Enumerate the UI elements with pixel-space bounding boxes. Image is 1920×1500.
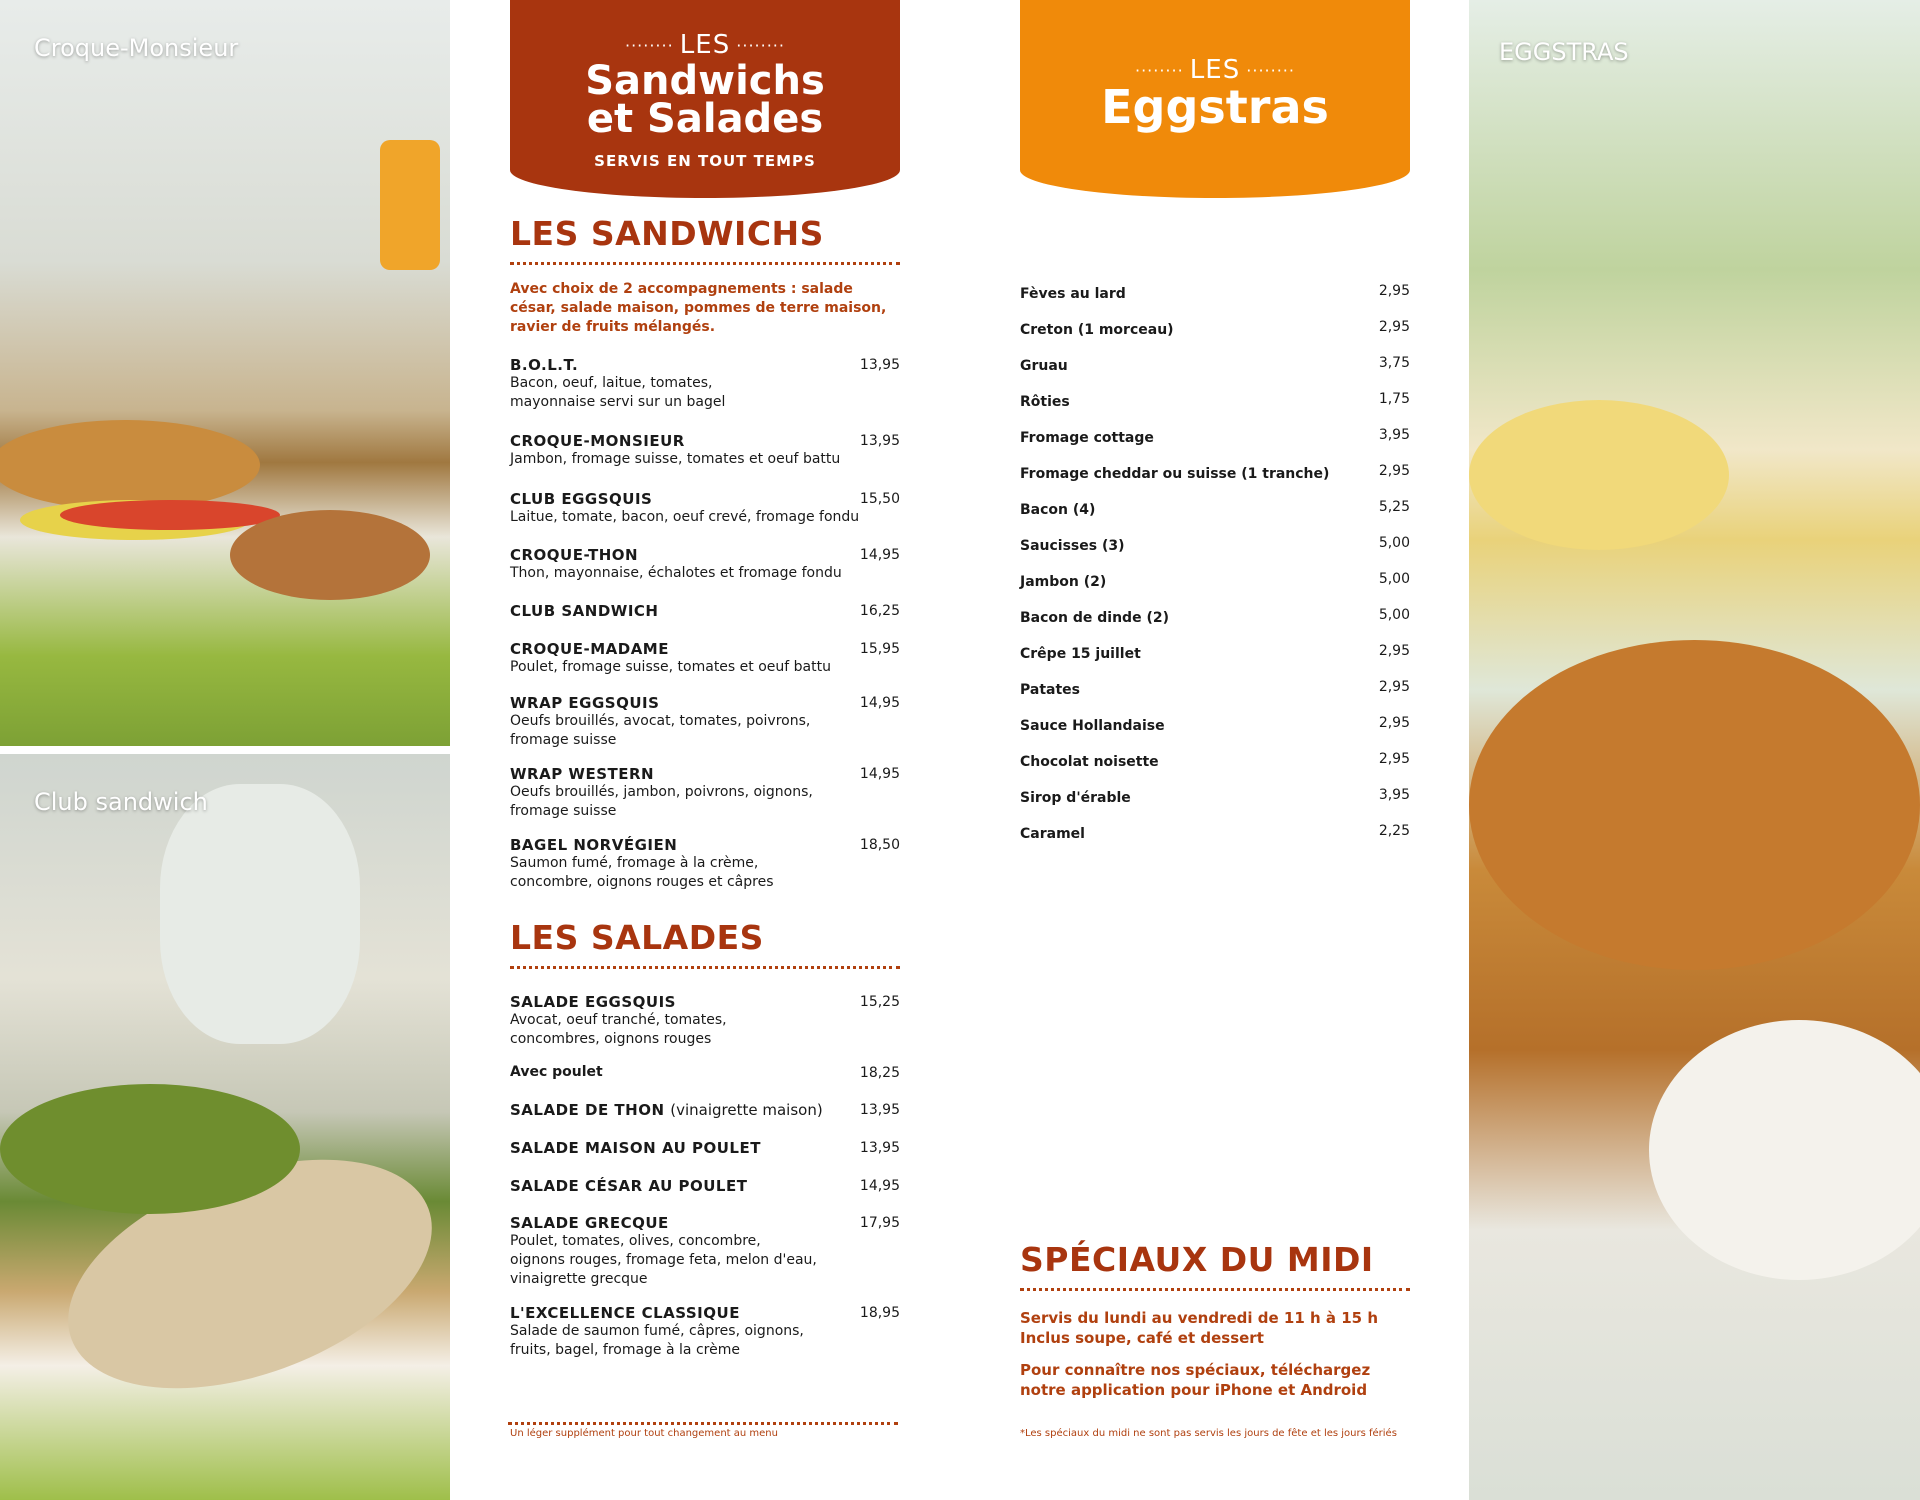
specials-line: Inclus soupe, café et dessert [1020, 1329, 1264, 1347]
item-price: 3,95 [1378, 787, 1410, 803]
item-name: Chocolat noisette [1020, 754, 1159, 770]
menu-item [510, 1139, 900, 1157]
item-name: BAGEL NORVÉGIEN [510, 836, 678, 854]
eggstra-item [1020, 535, 1410, 555]
item-desc: oignons rouges, fromage feta, melon d'eau, [510, 1252, 817, 1268]
eggstra-item [1020, 607, 1410, 627]
eggstra-item [1020, 283, 1410, 303]
menu-item [510, 640, 900, 677]
menu-item [510, 765, 900, 821]
item-desc: concombre, oignons rouges et câpres [510, 874, 774, 890]
item-price: 14,95 [859, 547, 900, 563]
salad-shape [0, 1084, 300, 1214]
item-desc: Poulet, tomates, olives, concombre, [510, 1233, 761, 1249]
item-price: 14,95 [859, 766, 900, 782]
item-price: 3,95 [1378, 427, 1410, 443]
item-desc: Poulet, fromage suisse, tomates et oeuf battu [510, 659, 831, 675]
item-desc: fromage suisse [510, 803, 617, 819]
eggstra-item [1020, 643, 1410, 663]
item-price: 13,95 [859, 357, 900, 373]
item-name: Caramel [1020, 826, 1085, 842]
item-name: WRAP WESTERN [510, 765, 655, 783]
menu-item [510, 1304, 900, 1360]
menu-item [510, 1177, 900, 1195]
potato-shape [230, 510, 430, 600]
menu-item [510, 1101, 900, 1119]
item-desc: Avocat, oeuf tranché, tomates, [510, 1012, 727, 1028]
item-price: 1,75 [1378, 391, 1410, 407]
item-name: Bacon de dinde (2) [1020, 610, 1169, 626]
specials-footnote: *Les spéciaux du midi ne sont pas servis les jours de fête et les jours fériés [1020, 1428, 1397, 1439]
item-name: CROQUE-THON [510, 546, 639, 564]
item-desc: Bacon, oeuf, laitue, tomates, [510, 375, 713, 391]
plate-shape [1649, 1020, 1920, 1280]
sandwiches-title: LES SANDWICHS [510, 214, 824, 253]
item-price: 16,25 [859, 603, 900, 619]
menu-item [510, 1064, 900, 1080]
item-price: 2,25 [1378, 823, 1410, 839]
item-name: SALADE GRECQUE [510, 1214, 669, 1232]
potatoes-shape [1469, 640, 1920, 970]
banner-subtitle: SERVIS EN TOUT TEMPS [594, 152, 816, 170]
eggstra-item [1020, 427, 1410, 447]
menu-item [510, 356, 900, 412]
item-price: 13,95 [859, 433, 900, 449]
sandwiches-intro: Avec choix de 2 accompagnements : salade césar, salade maison, pommes de terre maison, ravier de fruits mélangés. [510, 281, 887, 335]
item-desc: Salade de saumon fumé, câpres, oignons, [510, 1323, 804, 1339]
item-name: Avec poulet [510, 1064, 603, 1080]
menu-item [510, 993, 900, 1049]
item-name: WRAP EGGSQUIS [510, 694, 660, 712]
photo-caption: EGGSTRAS [1499, 38, 1629, 66]
item-price: 15,25 [859, 994, 900, 1010]
eggstra-item [1020, 391, 1410, 411]
item-price: 5,00 [1378, 607, 1410, 623]
item-name: CLUB EGGSQUIS [510, 490, 653, 508]
bun-shape [0, 420, 260, 510]
banner-title-line1: Sandwichs [585, 58, 825, 104]
item-desc: Oeufs brouillés, avocat, tomates, poivrons, [510, 713, 811, 729]
sauce-bowl-shape [1469, 400, 1729, 550]
banner-title-line2: et Salades [586, 96, 824, 142]
item-name: CROQUE-MADAME [510, 640, 669, 658]
item-price: 2,95 [1378, 679, 1410, 695]
eggstra-item [1020, 823, 1410, 843]
item-desc: fruits, bagel, fromage à la crème [510, 1342, 740, 1358]
menu-item [510, 490, 900, 527]
item-price: 13,95 [859, 1140, 900, 1156]
item-desc: Saumon fumé, fromage à la crème, [510, 855, 759, 871]
banner-title: Eggstras [1101, 80, 1329, 134]
item-name: CLUB SANDWICH [510, 602, 659, 620]
item-name: Patates [1020, 682, 1080, 698]
item-name: SALADE CÉSAR AU POULET [510, 1177, 748, 1195]
item-desc: fromage suisse [510, 732, 617, 748]
salads-footnote: Un léger supplément pour tout changement au menu [510, 1428, 778, 1439]
tomato-shape [60, 500, 280, 530]
item-name: B.O.L.T. [510, 356, 579, 374]
item-desc: vinaigrette grecque [510, 1271, 648, 1287]
item-extra: (vinaigrette maison) [670, 1101, 823, 1119]
item-price: 18,25 [859, 1065, 900, 1081]
specials-rule [1020, 1288, 1410, 1291]
item-name: Jambon (2) [1020, 574, 1107, 590]
eggstra-item [1020, 715, 1410, 735]
item-price: 18,50 [859, 837, 900, 853]
menu-item [510, 546, 900, 583]
item-desc: Thon, mayonnaise, échalotes et fromage fondu [510, 565, 842, 581]
club-sandwich-photo [0, 754, 450, 1500]
item-name: Fèves au lard [1020, 286, 1126, 302]
photo-caption: Club sandwich [34, 788, 208, 816]
item-name: SALADE MAISON AU POULET [510, 1139, 761, 1157]
eggstra-item [1020, 571, 1410, 591]
item-desc: Jambon, fromage suisse, tomates et oeuf battu [510, 451, 841, 467]
banner-les: ········ LES ········ [1135, 55, 1295, 85]
sandwiches-rule [510, 262, 900, 265]
item-name: L'EXCELLENCE CLASSIQUE [510, 1304, 740, 1322]
item-price: 3,75 [1378, 355, 1410, 371]
eggstra-item [1020, 319, 1410, 339]
croque-monsieur-photo [0, 0, 450, 746]
item-name: Saucisses (3) [1020, 538, 1125, 554]
salads-rule [510, 966, 900, 969]
specials-title: SPÉCIAUX DU MIDI [1020, 1240, 1374, 1279]
item-name: Rôties [1020, 394, 1070, 410]
banner-les: ········ LES ········ [625, 30, 785, 60]
juice-glass-shape [380, 140, 440, 270]
specials-line: Pour connaître nos spéciaux, téléchargez [1020, 1361, 1371, 1379]
item-name: Gruau [1020, 358, 1068, 374]
item-price: 2,95 [1378, 751, 1410, 767]
item-price: 14,95 [859, 1178, 900, 1194]
eggstra-item [1020, 499, 1410, 519]
eggstra-item [1020, 679, 1410, 699]
photo-caption: Croque-Monsieur [34, 34, 239, 62]
sandwiches-banner [510, 0, 900, 198]
item-price: 14,95 [859, 695, 900, 711]
item-price: 2,95 [1378, 715, 1410, 731]
item-desc: concombres, oignons rouges [510, 1031, 712, 1047]
menu-item [510, 694, 900, 750]
item-name: Creton (1 morceau) [1020, 322, 1174, 338]
item-price: 2,95 [1378, 463, 1410, 479]
item-price: 5,00 [1378, 571, 1410, 587]
eggstras-banner [1020, 0, 1410, 198]
menu-item [510, 836, 900, 892]
item-price: 5,25 [1378, 499, 1410, 515]
item-desc: Oeufs brouillés, jambon, poivrons, oignons, [510, 784, 813, 800]
item-name: Crêpe 15 juillet [1020, 646, 1141, 662]
specials-line: Servis du lundi au vendredi de 11 h à 15 h [1020, 1309, 1378, 1327]
menu-item [510, 432, 900, 469]
item-price: 2,95 [1378, 319, 1410, 335]
menu-item [510, 602, 900, 620]
eggstra-item [1020, 787, 1410, 807]
item-name: CROQUE-MONSIEUR [510, 432, 685, 450]
item-price: 15,50 [859, 491, 900, 507]
salads-title: LES SALADES [510, 918, 764, 957]
item-name: SALADE DE THON (vinaigrette maison) [510, 1101, 823, 1119]
item-price: 15,95 [859, 641, 900, 657]
item-name: Bacon (4) [1020, 502, 1096, 518]
eggstra-item [1020, 463, 1410, 483]
item-name: Sauce Hollandaise [1020, 718, 1165, 734]
item-name: Fromage cottage [1020, 430, 1154, 446]
item-price: 2,95 [1378, 643, 1410, 659]
item-name: Fromage cheddar ou suisse (1 tranche) [1020, 466, 1330, 482]
item-price: 13,95 [859, 1102, 900, 1118]
eggstras-photo [1469, 0, 1920, 1500]
item-price: 18,95 [859, 1305, 900, 1321]
item-name: Sirop d'érable [1020, 790, 1131, 806]
item-desc: mayonnaise servi sur un bagel [510, 394, 726, 410]
menu-item [510, 1214, 900, 1289]
item-price: 2,95 [1378, 283, 1410, 299]
footnote-rule [508, 1422, 898, 1425]
eggstra-item [1020, 355, 1410, 375]
eggstra-item [1020, 751, 1410, 771]
item-price: 5,00 [1378, 535, 1410, 551]
item-desc: Laitue, tomate, bacon, oeuf crevé, fromage fondu [510, 509, 860, 525]
specials-line: notre application pour iPhone et Android [1020, 1381, 1368, 1399]
item-name: SALADE EGGSQUIS [510, 993, 676, 1011]
item-price: 17,95 [859, 1215, 900, 1231]
glass-shape [160, 784, 360, 1044]
